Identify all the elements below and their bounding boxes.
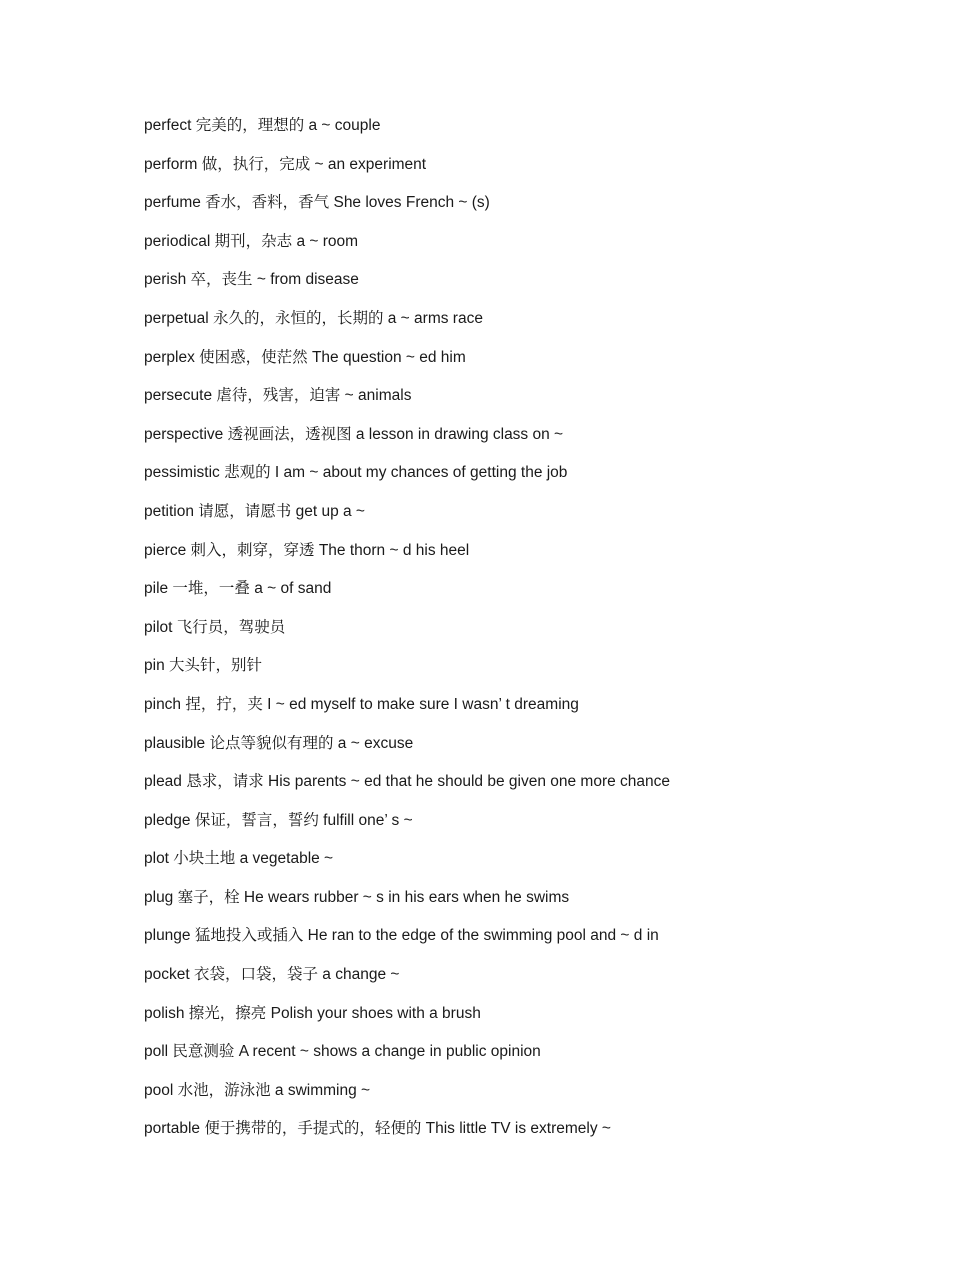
vocab-entry-pledge: pledge 保证，誓言，誓约 fulfill one’ s ~ xyxy=(144,811,413,829)
vocab-entry-polish: polish 擦光，擦亮 Polish your shoes with a brush xyxy=(144,1004,481,1022)
vocab-entry-pile: pile 一堆，一叠 a ~ of sand xyxy=(144,580,332,598)
vocabulary-list xyxy=(144,114,924,1156)
vocab-entry-portable: portable 便于携带的，手提式的，轻便的 This little TV is extremely ~ xyxy=(144,1120,611,1138)
vocab-entry-perform: perform 做，执行，完成 ~ an experiment xyxy=(144,155,427,173)
vocab-entry-poll: poll 民意测验 A recent ~ shows a change in public opinion xyxy=(144,1043,541,1061)
vocab-entry-petition: petition 请愿，请愿书 get up a ~ xyxy=(144,502,365,520)
vocab-entry-plunge: plunge 猛地投入或插入 He ran to the edge of the swimming pool and ~ d in xyxy=(144,927,659,945)
vocab-entry-plead: plead 恳求，请求 His parents ~ ed that he should be given one more chance xyxy=(144,773,671,791)
vocab-entry-pin: pin 大头针，别针 xyxy=(144,657,262,675)
vocab-entry-perplex: perplex 使困惑，使茫然 The question ~ ed him xyxy=(144,348,466,366)
vocab-entry-plausible: plausible 论点等貌似有理的 a ~ excuse xyxy=(144,734,414,752)
vocab-entry-perfect: perfect 完美的，理想的 a ~ couple xyxy=(144,117,381,134)
vocab-entry-pinch: pinch 捏，拧，夹 I ~ ed myself to make sure I wasn’ t dreaming xyxy=(144,695,579,713)
vocab-entry-persecute: persecute 虐待，残害，迫害 ~ animals xyxy=(144,387,412,405)
vocab-entry-plug: plug 塞子，栓 He wears rubber ~ s in his ears when he swims xyxy=(144,888,570,906)
vocab-entry-perspective: perspective 透视画法，透视图 a lesson in drawing class on ~ xyxy=(144,425,564,443)
vocab-entry-pierce: pierce 刺入，刺穿，穿透 The thorn ~ d his heel xyxy=(144,541,470,559)
vocab-entry-perish: perish 卒，丧生 ~ from disease xyxy=(144,271,359,289)
vocab-entry-pessimistic: pessimistic 悲观的 I am ~ about my chances of getting the job xyxy=(144,464,568,482)
vocab-entry-plot: plot 小块土地 a vegetable ~ xyxy=(144,850,334,868)
vocab-entry-perfume: perfume 香水，香料，香气 She loves French ~ (s) xyxy=(144,194,490,212)
vocab-entry-perpetual: perpetual 永久的，永恒的，长期的 a ~ arms race xyxy=(144,309,483,327)
vocab-entry-pool: pool 水池，游泳池 a swimming ~ xyxy=(144,1081,371,1099)
vocab-entry-pilot: pilot 飞行员，驾驶员 xyxy=(144,618,286,636)
vocab-entry-periodical: periodical 期刊，杂志 a ~ room xyxy=(144,232,359,250)
vocab-entry-pocket: pocket 衣袋，口袋，袋子 a change ~ xyxy=(144,966,400,984)
